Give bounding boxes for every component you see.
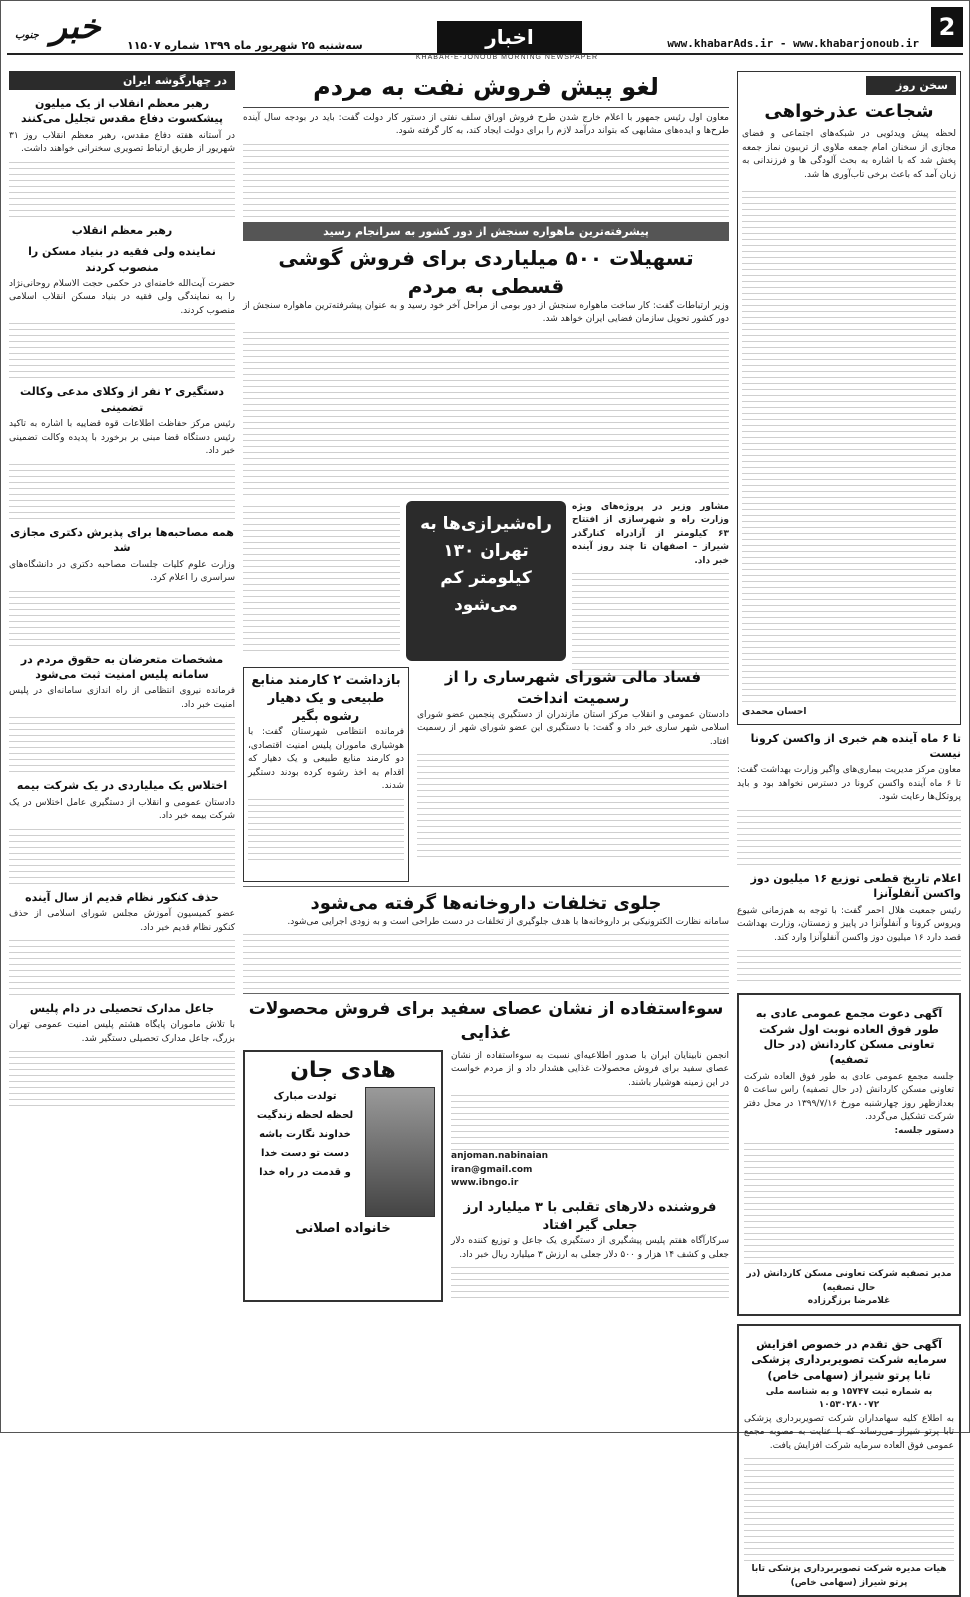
dollars-body: سرکارآگاه هفتم پلیس پیشگیری از دستگیری یک جاعل و توزیع کننده دلار جعلی و کشف ۱۴ هزار و ۵۰۰ دلار جعلی به ارزش ۳ میلیارد ریال خبر داد. [451, 1236, 729, 1260]
corner-news-lines [9, 824, 235, 884]
corner-news-lines [9, 157, 235, 217]
food-email[interactable]: anjoman.nabinaian [451, 1151, 549, 1162]
arrest-text-lines [248, 794, 404, 864]
corner-news-item [9, 778, 235, 883]
corner-news-title: رهبر معظم انقلاب [71, 223, 173, 237]
editorial-title: شجاعت عذرخواهی [764, 101, 934, 122]
corner-news-body: حضرت آیت‌الله خامنه‌ای در حکمی حجت الاسلام روحانی‌نژاد را به نمایندگی ولی فقیه در بنیاد مسکن انقلاب اسلامی منصوب کردند. [9, 278, 235, 316]
corner-news-title: حذف کنکور نظام قدیم از سال آینده [25, 890, 219, 904]
corner-news-body: فرمانده نیروی انتظامی از راه اندازی سامانه‌ای در پلیس امنیت خبر داد. [9, 686, 235, 710]
pharmacy-title: جلوی تخلفات داروخانه‌ها گرفته می‌شود [310, 892, 662, 914]
dollars-title: فروشنده دلارهای تقلبی با ۳ میلیارد ارز جعلی گیر افتاد [463, 1199, 717, 1234]
dateline: سه‌شنبه ۲۵ شهریور ماه ۱۳۹۹ شماره ۱۱۵۰۷ [127, 39, 363, 52]
vaccine-text-lines [737, 805, 961, 865]
corner-news-item [9, 1001, 235, 1106]
corner-news-title: دستگیری ۲ نفر از وکلای مدعی وکالت تضمینی [19, 385, 225, 414]
flu-body: رئیس جمعیت هلال احمر گفت: با توجه به هم‌زمانی شیوع ویروس کرونا و آنفلوآنزا در پاییز و زمستان، وزارت بهداشت قصد دارد ۱۶ میلیون دوز واکسن آنفلوآنزا وارد کند. [737, 905, 961, 943]
editorial-box [737, 71, 961, 725]
corner-news-lines [9, 459, 235, 519]
corner-news-title: اختلاس یک میلیاردی در یک شرکت بیمه [16, 779, 228, 793]
ad-capital-box [737, 1324, 961, 1597]
arrest-title: بازداشت ۲ کارمند منابع طبیعی و یک دهیار رشوه بگیر [251, 672, 401, 724]
birthday-family: خانواده اصلانی [295, 1220, 391, 1236]
shiraz-text-lines [572, 568, 729, 678]
birthday-line-2: لحظه لحظه زندگیت [256, 1109, 354, 1121]
birthday-line-4: دست تو دست خدا [261, 1147, 349, 1159]
lead-text-lines [243, 139, 729, 219]
bottom-row [243, 1050, 729, 1302]
corner-news-lines [9, 935, 235, 995]
food-title: سوءاستفاده از نشان عصای سفید برای فروش محصولات غذایی [248, 999, 724, 1044]
arrest-story [243, 667, 409, 882]
ad-capital-reg: به شماره ثبت ۱۵۷۴۷ و به شناسه ملی ۱۰۵۳۰۲۸۰۰۷۲ [765, 1386, 933, 1411]
loan-title: تسهیلات ۵۰۰ میلیاردی برای فروش گوشی قسطی به مردم [278, 245, 694, 298]
corruption-row [243, 667, 729, 882]
vaccine-title: تا ۶ ماه آینده هم خبری از واکسن کرونا نیست [750, 731, 961, 761]
editorial-author: احسان محمدی [742, 707, 807, 718]
left-column [9, 71, 235, 1431]
shiraz-title: راه‌شیراز‌ی‌ها به تهران ۱۳۰ کیلومتر کم می‌شود [406, 501, 566, 661]
birthday-line-5: و قدمت در راه خدا [259, 1166, 351, 1178]
food-story [451, 1050, 729, 1302]
ad-assembly-body: جلسه مجمع عمومی عادی به طور فوق العاده شرکت تعاونی مسکن کاردانش (در حال تصفیه) راس ساعت ۵ بعدازظهر روز چهارشنبه مورخ ۱۳۹۹/۷/۱۶ در محل دفتر شرکت تشکیل می‌گردد. [744, 1071, 955, 1123]
ad-capital-lines [744, 1453, 954, 1563]
corner-news-lines [9, 586, 235, 646]
divider [243, 886, 729, 887]
corner-news-item [9, 890, 235, 995]
section-title: اخبار [437, 21, 582, 53]
loan-body: وزیر ارتباطات گفت: کار ساخت ماهواره سنجش از دور بومی از مراحل آخر خود رسید و به عنوان پیشرفته‌ترین ماهواره سنجش از دور کشور تحویل سازمان فضایی ایران خواهد شد. [243, 300, 729, 325]
corruption-text-lines [417, 749, 729, 859]
ad-capital-title: آگهی حق تقدم در خصوص افزایش سرمایه شرکت تصویربرداری پزشکی تابا پرتو شیراز (سهامی خاص) [751, 1337, 947, 1382]
arrest-body: فرمانده انتظامی شهرستان گفت: با هوشیاری ماموران پلیس امنیت اقتصادی، دو کارمند منابع طبیعی و یک دهیار که اقدام به اخذ رشوه کرده بودند دستگیر شدند. [248, 727, 404, 792]
corner-news-body: در آستانه هفته دفاع مقدس، رهبر معظم انقلاب روز ۳۱ شهریور از طریق ارتباط تصویری سخنرانی خواهند داشت. [9, 130, 235, 155]
corner-news-body: با تلاش ماموران پایگاه هشتم پلیس امنیت عمومی تهران بزرگ، جاعل مدارک تحصیلی دستگیر شد. [9, 1020, 235, 1044]
corner-news-item [9, 244, 235, 378]
corner-tab: در چهارگوشه ایران [9, 71, 235, 90]
food-body: انجمن نابینایان ایران با صدور اطلاعیه‌ای نسبت به سوءاستفاده از نشان عصای سفید برای فروش محصولات غذایی هشدار داد و از مردم خواست در این زمینه هوشیار باشند. [451, 1050, 729, 1088]
corner-news-title: رهبر معظم انقلاب از یک میلیون پیشکسوت دفاع مقدس تجلیل می‌کنند [21, 97, 223, 126]
lead-title: لغو پیش فروش نفت به مردم [243, 71, 729, 108]
corner-news-item [9, 384, 235, 518]
editorial-text-lines [742, 186, 956, 706]
shiraz-text-left [243, 501, 400, 661]
ad-assembly-title: آگهی دعوت مجمع عمومی عادی به طور فوق العاده نوبت اول شرکت تعاونی مسکن کاردانش (در حال تصفیه) [755, 1007, 943, 1067]
corner-news-body: دادستان عمومی و انقلاب از دستگیری عامل اختلاس در یک شرکت بیمه خبر داد. [9, 797, 235, 822]
ad-assembly-box [737, 993, 961, 1316]
main-column [243, 71, 729, 1431]
corruption-title: فساد مالی شورای شهرساری را از رسمیت انداخت [444, 667, 702, 707]
corner-news-item [9, 525, 235, 646]
page-header [7, 7, 963, 61]
ad-capital-body: به اطلاع کلیه سهامداران شرکت تصویربرداری پزشکی تابا پرتو شیراز می‌رساند که با عنایت به مصوبه مجمع عمومی فوق العاده سرمایه شرکت افزایش یافت. [744, 1413, 954, 1451]
pharmacy-text-lines [243, 929, 729, 989]
ad-assembly-lines [744, 1138, 954, 1268]
corner-news-list [9, 96, 235, 1106]
corner-news-title: جاعل مدارک تحصیلی در دام پلیس [29, 1002, 215, 1016]
tagline: KHABAR-E-JONOUB MORNING NEWSPAPER [415, 54, 599, 61]
logo-subtext: جنوب [15, 30, 39, 41]
corruption-body: دادستان عمومی و انقلاب مرکز استان مازندران از دستگیری پنجمین عضو شورای اسلامی شهر ساری خبر داد و گفت: با دستگیری این عضو شورای شهر از رسمیت افتاد. [417, 709, 729, 747]
corner-news-item [9, 652, 235, 773]
food-website[interactable]: www.ibngo.ir [451, 1178, 519, 1189]
corner-news-lines [9, 1046, 235, 1106]
flu-text-lines [737, 945, 961, 985]
satellite-band: پیشرفته‌ترین ماهواره سنجش از دور کشور به سرانجام رسید [243, 222, 729, 241]
right-column [737, 71, 961, 1588]
shiraz-text [572, 501, 729, 661]
loan-text-lines [243, 327, 729, 497]
logo-text: خبر [50, 7, 101, 47]
birthday-name: هادی جان [290, 1057, 396, 1083]
corner-news-body: وزارت علوم کلیات جلسات مصاحبه دکتری در دانشگاه‌های سراسری را اعلام کرد. [9, 559, 235, 584]
food-text-lines [451, 1090, 729, 1150]
dollars-text-lines [451, 1262, 729, 1302]
shiraz-section [243, 501, 729, 661]
newspaper-logo [15, 7, 101, 47]
editorial-body: لحظه پیش ویدئویی در شبکه‌های اجتماعی و فضای مجازی از سخنان امام جمعه ملاوی از تریبون نماز جمعه پخش شد که با اشاره به بحث آلودگی ها و فرزندانی به زبان آمد که باعث برخی تاب‌آوری ها شد. [742, 129, 956, 180]
corner-news-lines [9, 318, 235, 378]
corner-news-body: عضو کمیسیون آموزش مجلس شورای اسلامی از حذف کنکور نظام قدیم خبر داد. [9, 909, 235, 933]
corner-news-title: نماینده ولی فقیه در بنیاد مسکن را منصوب کردند [28, 245, 216, 274]
lead-body: معاون اول رئیس جمهور با اعلام خارج شدن طرح فروش اوراق سلف نفتی از دستور کار دولت گفت: باید در بودجه سال آینده طرح‌ها و ایده‌های مشابهی که بتواند درآمد لازم را برای دولت ایجاد کند، به کار گرفته شود. [243, 112, 729, 137]
page-number: 2 [931, 7, 963, 47]
birthday-message [251, 1087, 359, 1217]
corner-news-lines [9, 712, 235, 772]
flu-title: اعلام تاریخ قطعی توزیع ۱۶ میلیون دوز واکسن آنفلوآنزا [750, 871, 961, 901]
birthday-ad [243, 1050, 443, 1302]
corner-news-title: همه مصاحبه‌ها برای پذیرش دکتری مجازی شد [10, 525, 234, 555]
birthday-line-1: تولدت مبارک [273, 1090, 337, 1102]
corner-news-item [9, 223, 235, 238]
ad-assembly-agenda: دستور جلسه: [894, 1125, 954, 1136]
corner-news-title: مشخصات متعرضان به حقوق مردم در سامانه پلیس امنیت ثبت می‌شود [20, 652, 224, 681]
divider [243, 993, 729, 994]
corner-news-body: رئیس مرکز حفاظت اطلاعات قوه قضاییه با اشاره به تاکید رئیس دستگاه قضا مبنی بر برخورد با پدیده وکالت تضمینی خبر داد. [9, 419, 235, 457]
ad-assembly-signer-name: غلامرضا برزگرزاده [807, 1296, 891, 1307]
pharmacy-body: سامانه نظارت الکترونیکی بر داروخانه‌ها با هدف جلوگیری از تخلفات در دست طراحی است و به زودی اجرایی می‌شود. [287, 916, 729, 927]
vaccine-body: معاون مرکز مدیریت بیماری‌های واگیر وزارت بهداشت گفت: تا ۶ ماه آینده واکسن کرونا در دسترس نخواهد بود و باید پروتکل‌ها رعایت شود. [737, 765, 961, 803]
birthday-content [251, 1087, 435, 1217]
portrait-photo [365, 1087, 435, 1217]
food-email-domain[interactable]: iran@gmail.com [451, 1164, 533, 1175]
editorial-tab: سخن روز [866, 76, 956, 95]
corner-news-item [9, 96, 235, 217]
ad-capital-signer: هیات مدیره شرکت تصویربرداری پزشکی تابا پرتو شیراز (سهامی خاص) [751, 1564, 947, 1588]
shiraz-body: مشاور وزیر در پروژه‌های ویژه وزارت راه و شهرسازی از افتتاح ۶۳ کیلومتر از آزادراه کنارگذر شیراز – اصفهان تا چند روز آینده خبر داد. [572, 501, 729, 566]
shiraz-text-lines-left [243, 501, 400, 651]
website-link[interactable]: www.khabarAds.ir - www.khabarjonoub.ir [667, 37, 919, 50]
corruption-story [417, 667, 729, 882]
birthday-line-3: خداوند نگارت باشه [259, 1128, 351, 1140]
ad-assembly-signer: مدیر تصفیه شرکت تعاونی مسکن کاردانش (در حال تصفیه) [746, 1269, 952, 1293]
